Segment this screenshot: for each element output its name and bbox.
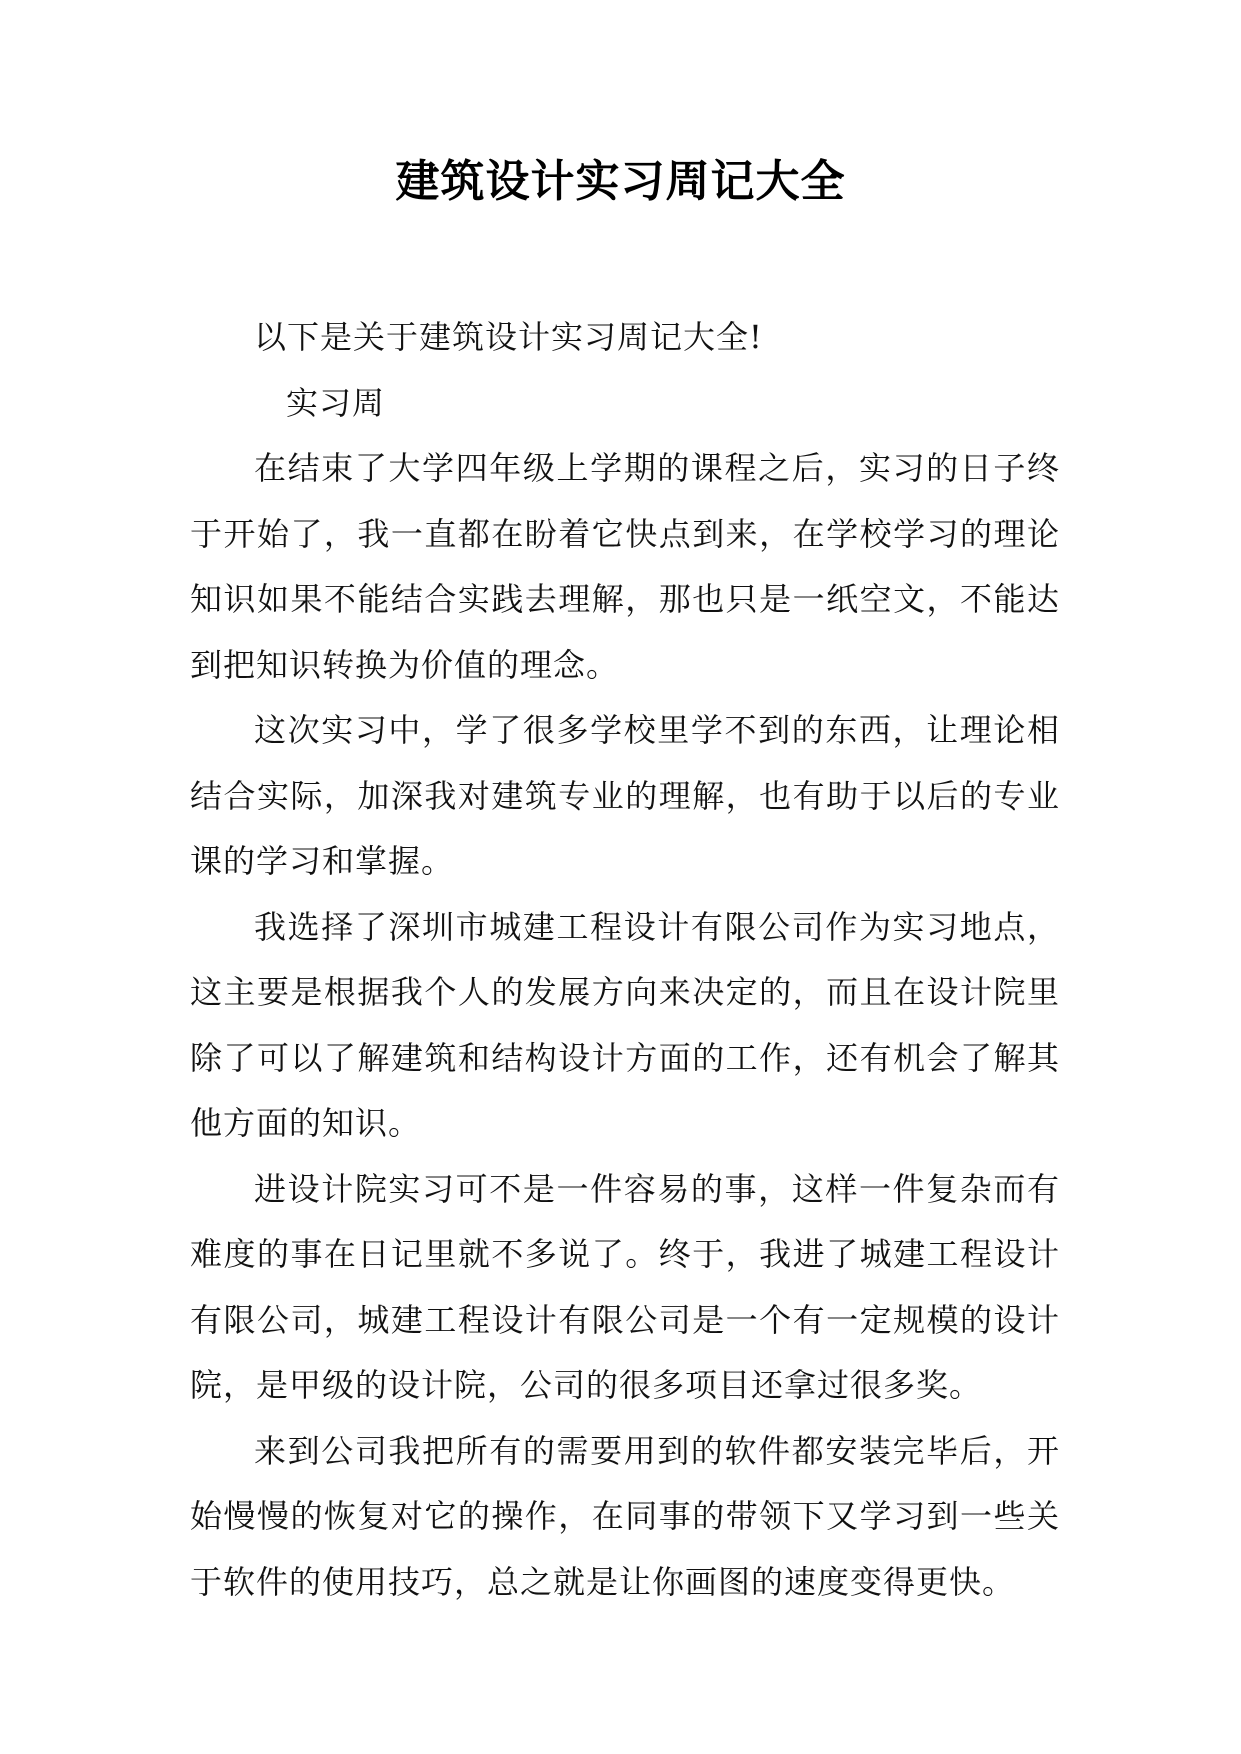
- body-paragraph: 进设计院实习可不是一件容易的事，这样一件复杂而有难度的事在日记里就不多说了。终于，我进了城建工程设计有限公司，城建工程设计有限公司是一个有一定规模的设计院，是甲级的设计院，公司的很多项目还拿过很多奖。: [190, 1169, 1060, 1404]
- document-title: 建筑设计实习周记大全: [395, 156, 846, 207]
- body-paragraph: 在结束了大学四年级上学期的课程之后，实习的日子终于开始了，我一直都在盼着它快点到来，在学校学习的理论知识如果不能结合实践去理解，那也只是一纸空文，不能达到把知识转换为价值的理念。: [190, 449, 1060, 684]
- document-body: [190, 305, 1060, 1615]
- body-paragraph: 我选择了深圳市城建工程设计有限公司作为实习地点，这主要是根据我个人的发展方向来决定的，而且在设计院里除了可以了解建筑和结构设计方面的工作，还有机会了解其他方面的知识。: [190, 907, 1060, 1142]
- intro-paragraph: 以下是关于建筑设计实习周记大全!: [254, 318, 763, 356]
- body-paragraph: 这次实习中，学了很多学校里学不到的东西，让理论相结合实际，加深我对建筑专业的理解，也有助于以后的专业课的学习和掌握。: [190, 711, 1060, 880]
- section-heading: 实习周: [286, 383, 386, 422]
- body-paragraph: 来到公司我把所有的需要用到的软件都安装完毕后，开始慢慢的恢复对它的操作，在同事的带领下又学习到一些关于软件的使用技巧，总之就是让你画图的速度变得更快。: [190, 1431, 1060, 1601]
